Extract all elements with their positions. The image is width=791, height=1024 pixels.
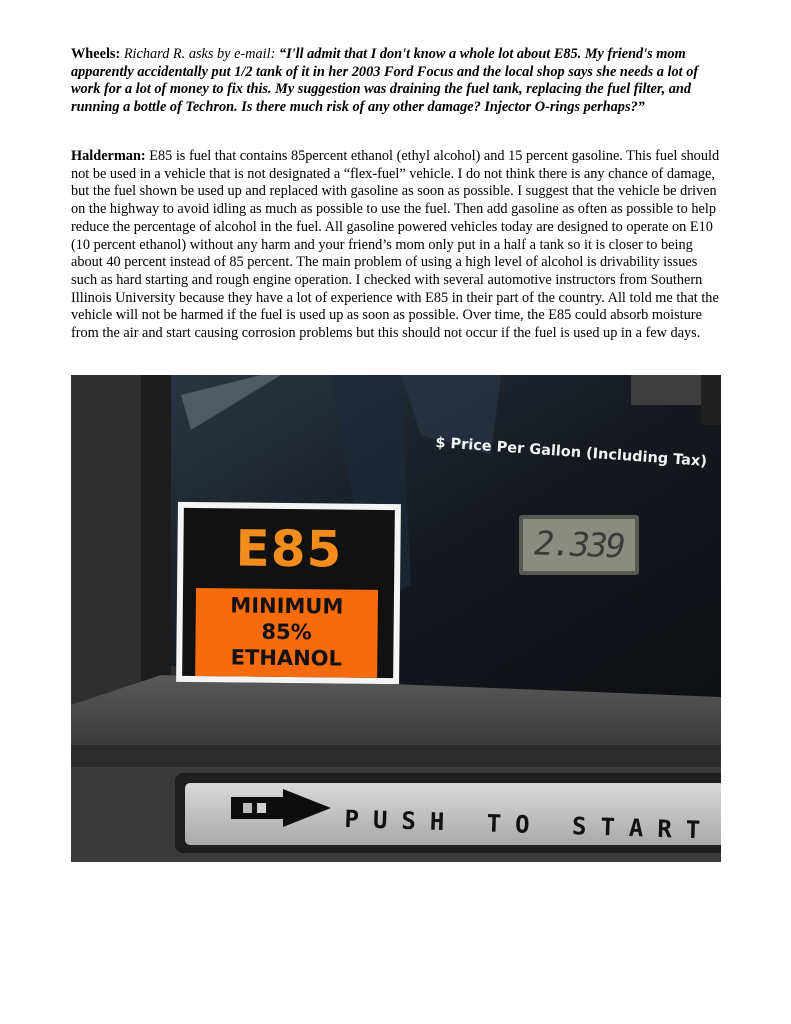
answer-lead: Halderman: — [71, 148, 146, 164]
answer-text: E85 is fuel that contains 85percent ethanol (ethyl alcohol) and 15 percent gasoline. This fuel should not be used in a vehicle that is not designated a “flex-fuel” vehicle. I do not think there is any chance of damage, but the fuel shown be used up and replaced with gasoline as soon as possible. I suggest that the vehicle be driven on the highway to avoid idling as much as possible to use the fuel. Then add gasoline as often as possible to help reduce the percentage of alcohol in the fuel. All gasoline powered vehicles today are designed to operate on E10 (10 percent ethanol) without any harm and your friend’s mom only put in a half a tank so it is closer to being about 40 percent instead of 85 percent. The main problem of using a high level of alcohol is drivability issues such as hard starting and rough engine operation. I checked with several automotive instructors from Southern Illinois University because they have a lot of experience with E85 in their part of the country. All told me that the vehicle will not be harmed if the fuel is used up as soon as possible. Over time, the E85 could absorb moisture from the air and start causing corrosion problems but this should not occur if the fuel is used up in a few days. — [71, 148, 720, 342]
question-paragraph — [71, 46, 723, 116]
sticker-ethanol-text: ETHANOL — [230, 645, 343, 671]
answer-paragraph — [71, 148, 725, 343]
e85-sticker — [176, 502, 401, 684]
price-display: 2.339 — [533, 523, 625, 566]
fuel-pump-photo — [71, 375, 721, 862]
question-lead: Wheels: — [71, 46, 121, 62]
sticker-minimum-text: MINIMUM — [230, 593, 344, 619]
sticker-e85-text: E85 — [235, 519, 343, 579]
sticker-orange-panel — [195, 588, 378, 678]
price-per-gallon-label: $ Price Per Gallon (Including Tax) — [434, 435, 708, 470]
sticker-percent-text: 85% — [261, 619, 312, 645]
question-text: “I'll admit that I don't know a whole lot about E85. My friend's mom apparently accidentally put 1/2 tank of it in her 2003 Ford Focus and the local shop says she needs a lot of work for a lot of money to fix this. My suggestion was draining the fuel tank, replacing the fuel filter, and running a bottle of Techron. Is there much risk of any other damage? Injector O-rings perhaps?” — [71, 46, 699, 115]
question-asker: Richard R. asks by e-mail: — [123, 46, 276, 62]
push-to-start-label: PUSH TO START — [344, 805, 715, 845]
